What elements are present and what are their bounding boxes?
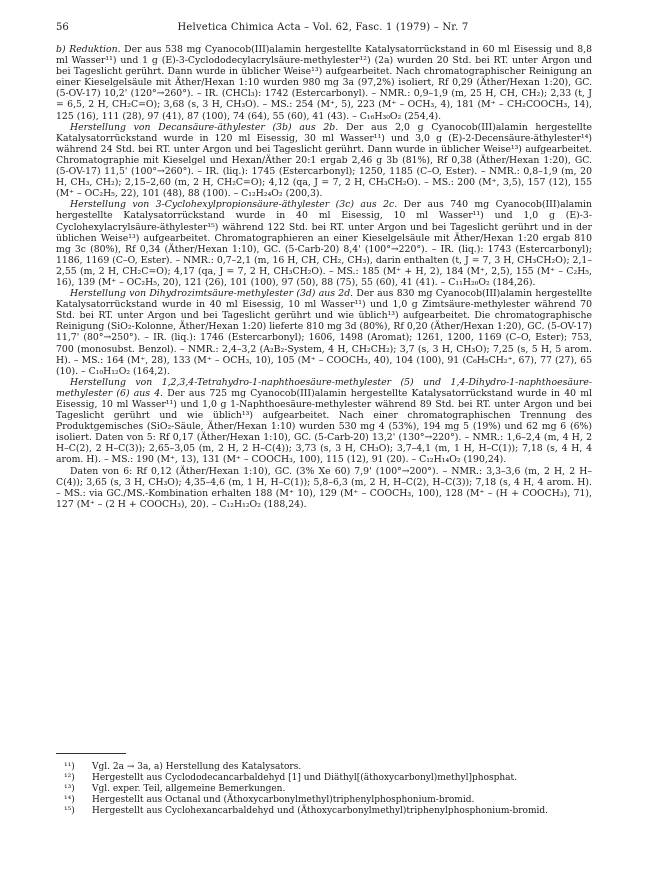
footnote-item — [56, 795, 592, 806]
paragraph-3b — [56, 122, 592, 200]
footnote-item — [56, 773, 592, 784]
footnote-text: Hergestellt aus Cyclohexancarbaldehyd und (Äthoxycarbonylmethyl)triphenylphosphonium-bromid. — [92, 806, 549, 816]
footnote-number: ¹⁴) — [64, 795, 75, 805]
footnote-number: ¹²) — [64, 773, 75, 783]
paragraph-lead: Herstellung von Decansäure-äthylester (3b) aus 2b. — [70, 121, 339, 133]
footnote-rule — [56, 753, 126, 754]
paragraph-text: Der aus 740 mg Cyanocob(III)alamin hergestellte Katalysatorrückstand wurde in 40 ml Eisessig, 10 ml Wasser¹¹) und 1,0 g (E)-3-Cyclohexylacrylsäure-äthylester¹⁵) während 122 Std. bei RT. unter Argon und bei Tageslicht gerührt und in der üblichen Weise¹³) aufgearbeitet. Chromatographieren an einer Kieselgelsäule mit Äther/Hexan 1:20 ergab 810 mg 3c (80%), Rf 0,34 (Äther/Hexan 1:10), GC. (5-Carb-20) 8,4' (100°→220°). – IR. (liq.): 1743 (Estercarbonyl); 1186, 1169 (C–O, Ester). – NMR.: 0,7–2,1 (m, 16 H, CH, CH₂, CH₃), darin enthalten (t, J = 7, 3 H, CH₃CH₂O); 2,1–2,55 (m, 2 H, CH₂C=O); 4,17 (qa, J = 7, 2 H, CH₃CH₂O). – MS.: 185 (M⁺ + H, 2), 184 (M⁺, 2,5), 155 (M⁺ – C₂H₅, 16), 139 (M⁺ – OC₂H₅, 20), 121 (26), 101 (100), 97 (50), 88 (75), 55 (60), 41 (41). – C₁₁H₂₀O₂ (184,26). — [56, 199, 592, 288]
footnote-text: Vgl. 2a → 3a, a) Herstellung des Katalysators. — [92, 762, 302, 772]
footnote-text: Hergestellt aus Octanal und (Äthoxycarbonylmethyl)triphenylphosphonium-bromid. — [92, 795, 475, 805]
footnote-number: ¹³) — [64, 784, 75, 794]
paragraph-5-6 — [56, 377, 592, 466]
paragraph-3c — [56, 199, 592, 288]
running-head: Helvetica Chimica Acta – Vol. 62, Fasc. 1 (1979) – Nr. 7 — [177, 22, 469, 33]
paragraph-lead: Herstellung von 1,2,3,4-Tetrahydro-1-naphthoesäure-methylester (5) und 1,4-Dihydro-1-naphthoesäure-methylester (6) aus 4. — [56, 376, 592, 399]
paragraph-reduktion — [56, 44, 592, 122]
page-number: 56 — [56, 22, 69, 33]
footnote-number: ¹⁵) — [64, 806, 75, 816]
paragraph-text: Der aus 2,0 g Cyanocob(III)alamin hergestellte Katalysatorrückstand wurde in 120 ml Eisessig, 30 ml Wasser¹¹) und 3,0 g (E)-2-Decensäure-äthylester¹⁴) während 24 Std. bei RT. unter Argon und bei Tageslicht gerührt. Dann wurde in üblicher Weise¹³) aufgearbeitet. Chromatographie mit Kieselgel und Hexan/Äther 20:1 ergab 2,46 g 3b (81%), Rf 0,38 (Äther/Hexan 1:20), GC. (5-OV-17) 11,5' (100°→260°). – IR. (liq.): 1745 (Estercarbonyl); 1250, 1185 (C–O, Ester). – NMR.: 0,8–1,9 (m, 20 H, CH₃, CH₂); 2,15–2,60 (m, 2 H, CH₂C=O); 4,12 (qa, J = 7, 2 H, CH₃CH₂O). – MS.: 200 (M⁺, 3,5), 157 (12), 155 (M⁺ – OC₂H₅, 22), 101 (48), 88 (100). – C₁₂H₂₄O₂ (200,3). — [56, 121, 592, 200]
paragraph-lead: Herstellung von Dihydrozimtsäure-methylester (3d) aus 2d. — [70, 288, 354, 300]
footnotes — [56, 762, 592, 817]
paragraph-text: Daten von 6: Rf 0,12 (Äther/Hexan 1:10), GC. (3% Xe 60) 7,9' (100°→200°). – NMR.: 3,3–3,6 (m, 2 H, 2 H–C(4)); 3,65 (s, 3 H, CH₃O); 4,35–4,6 (m, 1 H, H–C(1)); 5,8–6,3 (m, 2 H, H–C(2), H–C(3)); 7,18 (s, 4 H, 4 arom. H). – MS.: via GC./MS.-Kombination erhalten 188 (M⁺ 10), 129 (M⁺ – COOCH₃, 100), 128 (M⁺ – (H + COOCH₃), 71), 127 (M⁺ – (2 H + COOCH₃), 20). – C₁₂H₁₂O₂ (188,24). — [56, 465, 592, 510]
footnote-item — [56, 784, 592, 795]
paragraph-lead: b) Reduktion. — [56, 44, 121, 55]
paragraph-daten-6 — [56, 466, 592, 510]
article-body — [56, 44, 592, 510]
footnote-number: ¹¹) — [64, 762, 75, 772]
footnote-text: Hergestellt aus Cyclododecancarbaldehyd [1] und Diäthyl[(äthoxycarbonyl)methyl]phosphat. — [92, 773, 518, 783]
paragraph-text: Der aus 725 mg Cyanocob(III)alamin hergestellte Katalysatorrückstand wurde in 40 ml Eisessig, 10 ml Wasser¹¹) und 1,0 g 1-Naphthoesäure-methylester während 89 Std. bei RT. unter Argon und bei Tageslicht gerührt und wie üblich¹³) aufgearbeitet. Nach einer chromatographischen Trennung des Produktgemisches (SiO₂-Säule, Äther/Hexan 1:10) wurden 530 mg 4 (53%), 194 mg 5 (19%) und 62 mg 6 (6%) isoliert. Daten von 5: Rf 0,17 (Äther/Hexan 1:10), GC. (5-Carb-20) 13,2' (130°→220°). – NMR.: 1,6–2,4 (m, 4 H, 2 H–C(2), 2 H–C(3)); 2,65–3,05 (m, 2 H, 2 H–C(4)); 3,73 (s, 3 H, CH₃O); 3,7–4,1 (m, 1 H, H–C(1)); 7,18 (s, 4 H, 4 arom. H). – MS.: 190 (M⁺, 13), 131 (M⁺ – COOCH₃, 100), 115 (12), 91 (20). – C₁₂H₁₄O₂ (190,24). — [56, 387, 592, 466]
footnote-text: Vgl. exper. Teil, allgemeine Bemerkungen. — [92, 784, 286, 794]
paragraph-lead: Herstellung von 3-Cyclohexylpropionsäure-äthylester (3c) aus 2c. — [70, 199, 398, 211]
footnote-item — [56, 762, 592, 773]
paragraph-3d — [56, 288, 592, 377]
paragraph-text: Der aus 830 mg Cyanocob(III)alamin hergestellte Katalysatorrückstand wurde in 40 ml Eisessig, 10 ml Wasser¹¹) und 1,0 g Zimtsäure-methylester während 70 Std. bei RT. unter Argon und bei Tageslicht gerührt und wie üblich¹³) aufgearbeitet. Die chromatographische Reinigung (SiO₂-Kolonne, Äther/Hexan 1:20) lieferte 810 mg 3d (80%), Rf 0,20 (Äther/Hexan 1:20), GC. (5-OV-17) 11,7' (80°→250°). – IR. (liq.): 1746 (Estercarbonyl); 1606, 1498 (Aromat); 1261, 1200, 1169 (C–O, Ester); 753, 700 (monosubst. Benzol). – NMR.: 2,4–3,2 (A₂B₂-System, 4 H, CH₂CH₂); 3,7 (s, 3 H, CH₃O); 7,25 (s, 5 H, 5 arom. H). – MS.: 164 (M⁺, 28), 133 (M⁺ – OCH₃, 10), 105 (M⁺ – COOCH₃, 40), 104 (100), 91 (C₆H₅CH₂⁺, 67), 77 (27), 65 (10). – C₁₀H₁₂O₂ (164,2). — [56, 288, 592, 377]
footnote-item — [56, 806, 592, 817]
paragraph-text: Der aus 538 mg Cyanocob(III)alamin hergestellte Katalysatorrückstand in 60 ml Eisessig und 8,8 ml Wasser¹¹) und 1 g (E)-3-Cyclododecylacrylsäure-methylester¹²) (2a) wurden 20 Std. bei RT. unter Argon und bei Tageslicht gerührt. Dann wurde in üblicher Weise¹³) aufgearbeitet. Nach chromatographischer Reinigung an einer Kieselgelsäule mit Äther/Hexan 1:10 wurden 980 mg 3a (97,2%) isoliert, Rf 0,29 (Äther/Hexan 1:20), GC. (5-OV-17) 10,2' (120°→260°). – IR. (CHCl₃): 1742 (Estercarbonyl). – NMR.: 0,9–1,9 (m, 25 H, CH, CH₂); 2,33 (t, J = 6,5, 2 H, CH₂C=O); 3,68 (s, 3 H, CH₃O). – MS.: 254 (M⁺, 5), 223 (M⁺ – OCH₃, 4), 181 (M⁺ – CH₂COOCH₃, 14), 125 (16), 111 (28), 97 (41), 87 (100), 74 (64), 55 (60), 41 (43). – C₁₆H₃₀O₂ (254,4). — [56, 44, 592, 122]
